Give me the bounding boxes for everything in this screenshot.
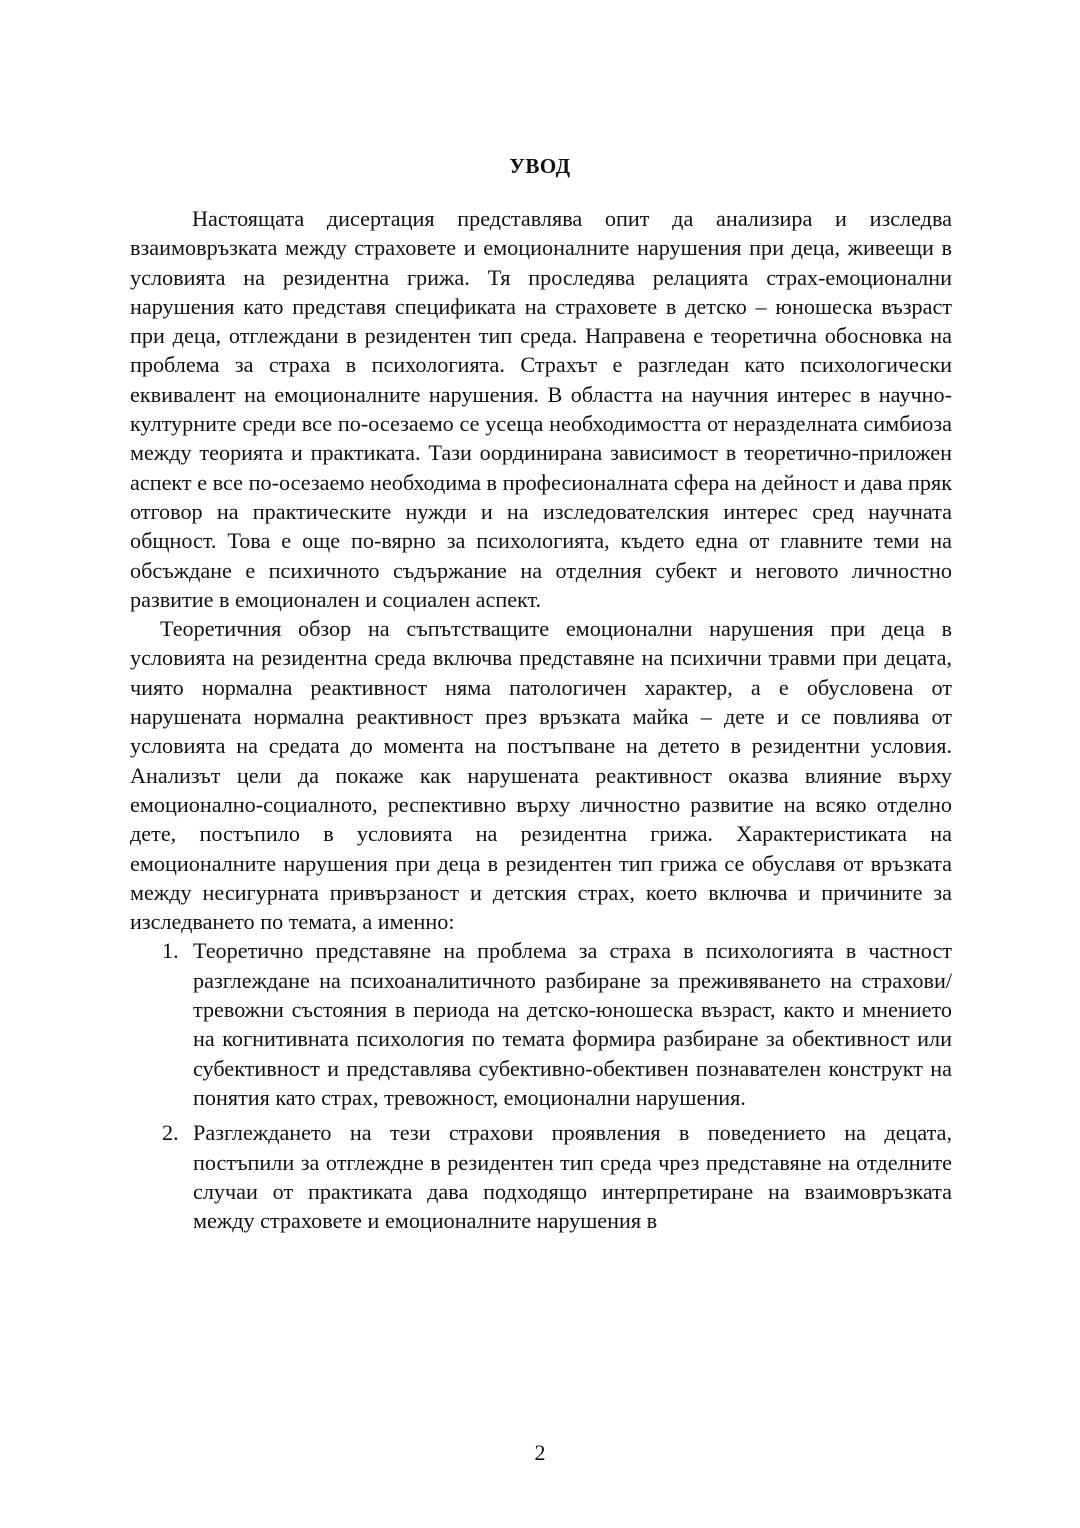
reasons-list xyxy=(130,936,952,1235)
paragraph-theoretical-overview: Теоретичния обзор на съпътстващите емоционални нарушения при деца в условията на резидентна среда включва представяне на психични травми при децата, чиято нормална реактивност няма патологичен характер, а е обусловена от нарушената нормална реактивност през връзката майка – дете и се повлиява от условията на средата до момента на постъпване на детето в резидентни условия. Анализът цели да покаже как нарушената реактивност оказва влияние върху емоционално-социалното, респективно върху личностно развитие на всяко отделно дете, постъпило в условията на резидентна грижа. Характеристиката на емоционалните нарушения при деца в резидентен тип грижа се обуславя от връзката между несигурната привързаност и детския страх, което включва и причините за изследването по темата, а именно: xyxy=(130,616,952,935)
list-item-text: Теоретично представяне на проблема за страха в психологията в частност разглеждане на психоаналитичното разбиране за преживяването на страхови/тревожни състояния в периода на детско-юношеска възраст, както и мнението на когнитивната психология по темата формира разбиране за обективност или субективност и представлява субективно-обективен познавателен конструкт на понятия като страх, тревожност, емоционални нарушения. xyxy=(193,938,952,1110)
list-item xyxy=(130,936,952,1112)
list-item-text: Разглеждането на тези страхови проявления в поведението на децата, постъпили за отглеждне в резидентен тип среда чрез представяне на отделните случаи от практиката дава подходящо интерпретиране на взаимовръзката между страховете и емоционалните нарушения в xyxy=(193,1120,952,1234)
section-title: УВОД xyxy=(509,154,571,178)
paragraph-introduction: Настоящата дисертация представлява опит да анализира и изследва взаимовръзката между страховете и емоционалните нарушения при деца, живеещи в условията на резидентна грижа. Тя проследява релацията страх-емоционални нарушения като представя спецификата на страховете в детско – юношеска възраст при деца, отглеждани в резидентен тип среда. Направена е теоретична обосновка на проблема за страха в психологията. Страхът е разгледан като психологически еквивалент на емоционалните нарушения. В областта на научния интерес в научно-културните среди все по-осезаемо се усеща необходимостта от неразделната симбиоза между теорията и практиката. Тази оординирана зависимост в теоретично-приложен аспект е все по-осезаемо необходима в професионалната сфера на дейност и дава пряк отговор на практическите нужди и на изследователския интерес сред научната общност. Това е още по-вярно за психологията, където една от главните теми на обсъждане е психичното съдържание на отделния субект и неговото личностно развитие в емоционален и социален аспект. xyxy=(130,206,952,612)
body-text xyxy=(130,204,952,1241)
page-number: 2 xyxy=(534,1440,546,1465)
list-item-number: 2. xyxy=(162,1120,179,1146)
list-item xyxy=(130,1118,952,1235)
list-item-number: 1. xyxy=(162,938,179,964)
